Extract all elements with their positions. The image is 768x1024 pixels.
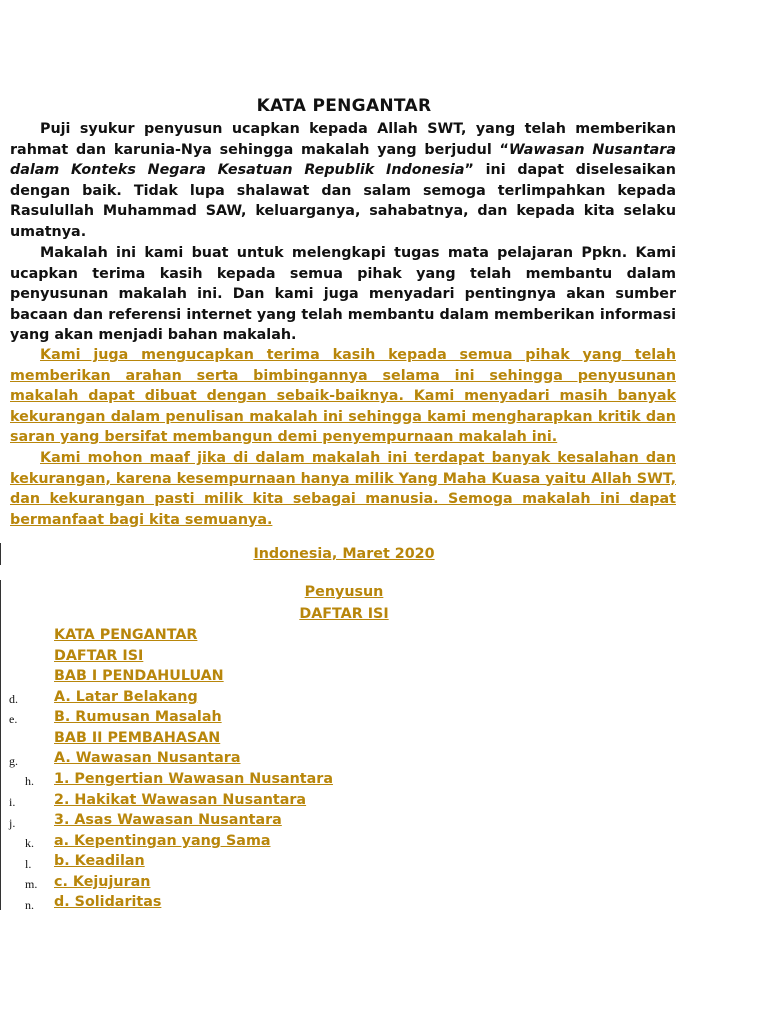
paragraph-thanks-link[interactable]: Kami juga mengucapkan terima kasih kepada semua pihak yang telah memberikan arahan serta bimbingannya selama ini sehingga penyusunan makalah dapat dibuat dengan sebaik-baiknya. Kami menyadari masih banyak kekurangan dalam penulisan makalah ini sehingga kami mengharapkan kritik dan saran yang bersifat membangun demi penyempurnaan makalah ini. xyxy=(10,347,676,445)
paragraph-apology xyxy=(10,448,676,530)
margin-bar-lower xyxy=(0,580,1,910)
toc-item-bab-2[interactable]: BAB II PEMBAHASAN xyxy=(54,730,221,746)
paragraph-intro xyxy=(10,119,676,242)
toc-item-pengertian[interactable]: 1. Pengertian Wawasan Nusantara xyxy=(54,771,333,787)
signature-penyusun[interactable]: Penyusun xyxy=(304,584,384,600)
toc-marker: k. xyxy=(25,836,34,850)
toc-item-asas[interactable]: 3. Asas Wawasan Nusantara xyxy=(54,812,282,828)
paragraph-intro-end: ” ini dapat diselesaikan dengan baik. Tidak lupa shalawat dan salam semoga terlimpahkan kepada Rasulullah Muhammad SAW, keluarganya, sahabatnya, dan kepada kita selaku umatnya. xyxy=(10,162,676,240)
toc-marker: j. xyxy=(9,816,16,830)
place-date[interactable]: Indonesia, Maret 2020 xyxy=(253,546,435,562)
toc-item-bab-1[interactable]: BAB I PENDAHULUAN xyxy=(54,668,224,684)
toc-marker: l. xyxy=(25,857,32,871)
toc-marker: m. xyxy=(25,877,38,891)
toc-marker: g. xyxy=(9,754,18,768)
paragraph-apology-link[interactable]: Kami mohon maaf jika di dalam makalah ini terdapat banyak kesalahan dan kekurangan, karena kesempurnaan hanya milik Yang Maha Kuasa yaitu Allah SWT, dan kekurangan pasti milik kita sebagai manusia. Semoga makalah ini dapat bermanfaat bagi kita semuanya. xyxy=(10,450,676,528)
toc-item-kepentingan[interactable]: a. Kepentingan yang Sama xyxy=(54,833,271,849)
toc-item-hakikat[interactable]: 2. Hakikat Wawasan Nusantara xyxy=(54,792,307,808)
toc-item-latar-belakang[interactable]: A. Latar Belakang xyxy=(54,689,198,705)
toc-marker: h. xyxy=(25,774,34,788)
paper-title-italic: Wawasan Nusantara dalam Konteks Negara Kesatuan Republik Indonesia xyxy=(10,141,676,178)
toc-title[interactable]: DAFTAR ISI xyxy=(299,606,389,622)
toc-item-keadilan[interactable]: b. Keadilan xyxy=(54,853,145,869)
toc-marker: n. xyxy=(25,898,34,912)
toc-marker: e. xyxy=(9,712,18,726)
toc-item-daftar-isi[interactable]: DAFTAR ISI xyxy=(54,648,144,664)
paragraph-thanks xyxy=(10,345,676,448)
toc-marker: i. xyxy=(9,795,16,809)
toc-item-kejujuran[interactable]: c. Kejujuran xyxy=(54,874,151,890)
paragraph-purpose: Makalah ini kami buat untuk melengkapi tugas mata pelajaran Ppkn. Kami ucapkan terima kasih kepada semua pihak yang telah membantu dalam penyusunan makalah ini. Dan kami juga menyadari pentingnya akan sumber bacaan dan referensi internet yang telah membantu dalam memberikan informasi yang akan menjadi bahan makalah. xyxy=(10,245,676,343)
toc-item-kata-pengantar[interactable]: KATA PENGANTAR xyxy=(54,627,198,643)
toc-item-solidaritas[interactable]: d. Solidaritas xyxy=(54,894,162,910)
page-title: KATA PENGANTAR xyxy=(256,96,432,116)
toc-item-rumusan-masalah[interactable]: B. Rumusan Masalah xyxy=(54,709,222,725)
toc-item-wawasan-nusantara[interactable]: A. Wawasan Nusantara xyxy=(54,750,241,766)
toc-marker: d. xyxy=(9,692,18,706)
paragraph-intro-start: Puji syukur penyusun ucapkan kepada Allah SWT, yang telah memberikan rahmat dan karunia-Nya sehingga makalah yang berjudul “ xyxy=(10,121,676,158)
